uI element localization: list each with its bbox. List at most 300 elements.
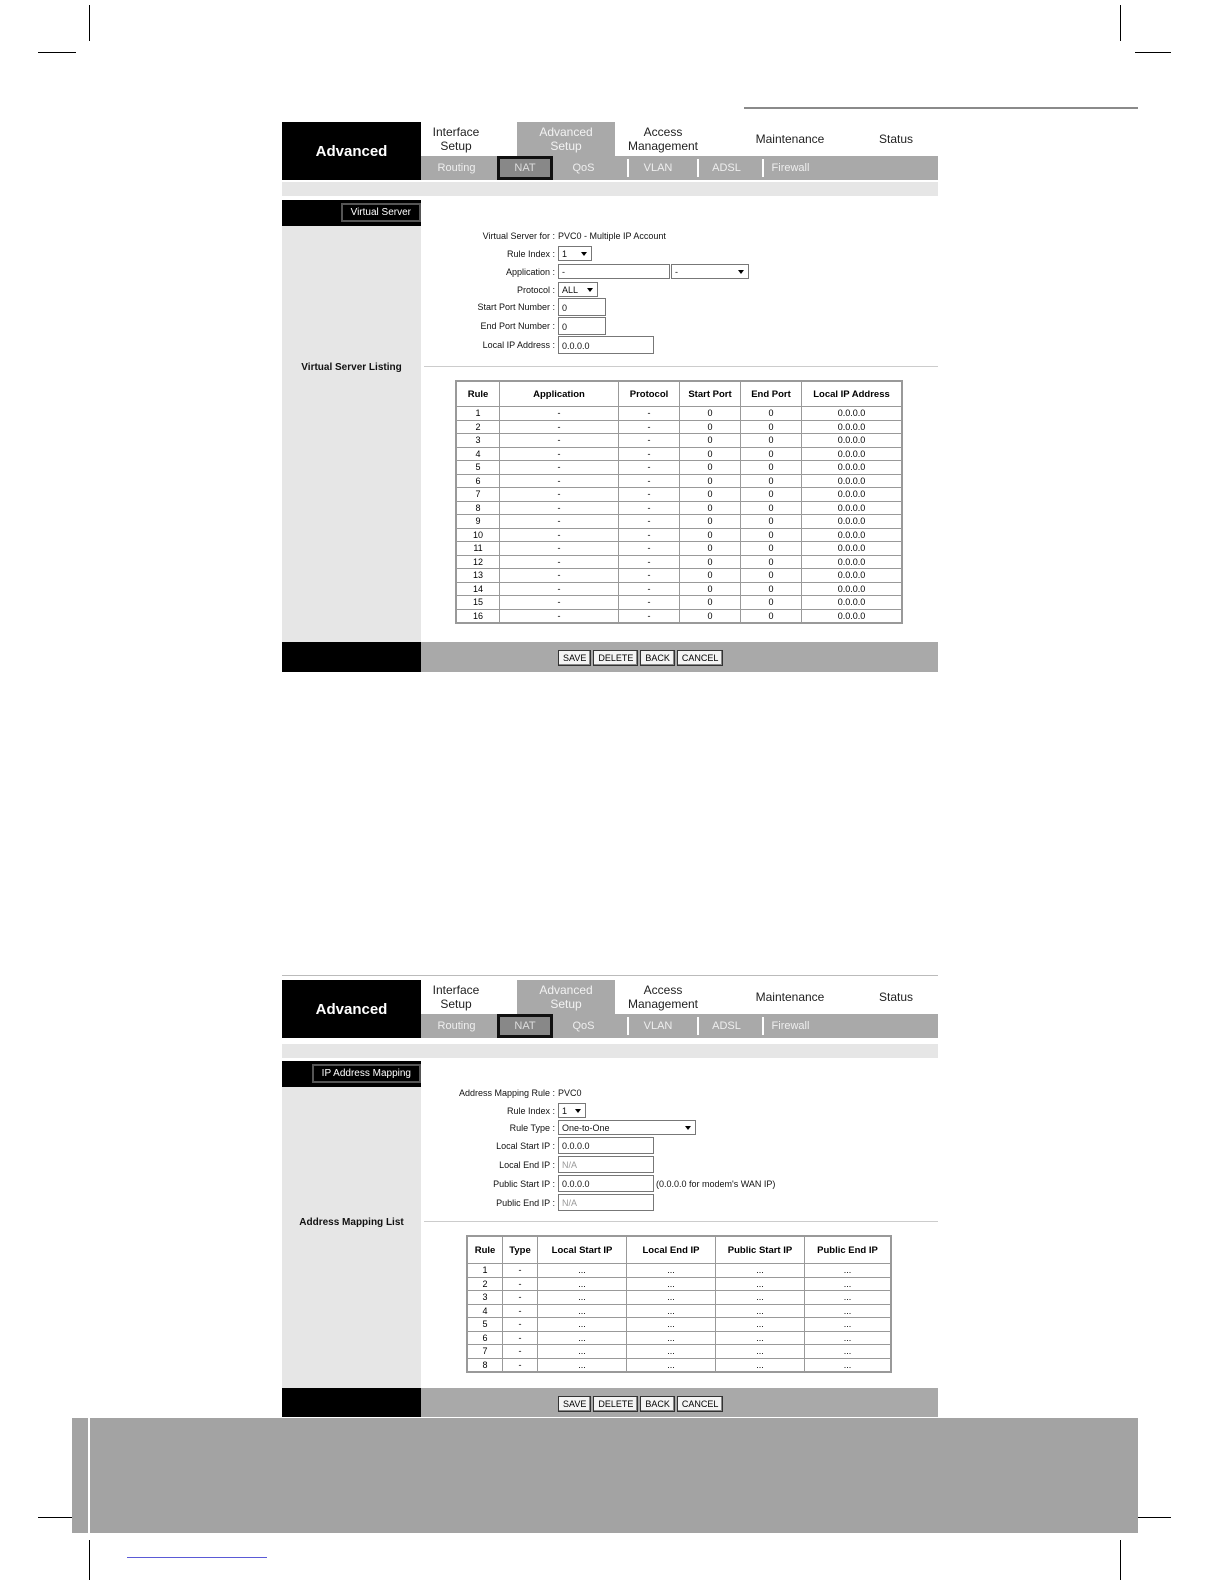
- save-button[interactable]: SAVE: [558, 1396, 591, 1412]
- tab-access-management[interactable]: Access Management: [627, 983, 699, 1011]
- subtab-nat[interactable]: NAT: [497, 156, 553, 180]
- rule-index-label: Rule Index :: [506, 1105, 555, 1116]
- table-cell: 0: [680, 434, 741, 448]
- table-cell: ...: [538, 1345, 627, 1359]
- col-header-end-port: End Port: [741, 381, 802, 407]
- subtab-adsl[interactable]: ADSL: [712, 162, 741, 174]
- content-area: [282, 200, 938, 646]
- form-header-value: PVC0 - Multiple IP Account: [558, 231, 666, 241]
- table-cell: -: [500, 434, 619, 448]
- footer-block: [282, 1388, 421, 1417]
- tab-separator: [627, 1017, 629, 1035]
- protocol-row: [432, 282, 598, 297]
- brand-label: Advanced: [282, 980, 421, 1038]
- table-header-row: [456, 381, 902, 407]
- section-tag: [282, 1061, 421, 1087]
- rule-index-row: [432, 246, 592, 261]
- table-row: [467, 1277, 891, 1291]
- delete-button[interactable]: DELETE: [593, 1396, 638, 1412]
- table-cell: 0: [680, 420, 741, 434]
- col-header-local-ip: Local IP Address: [802, 381, 903, 407]
- public-start-row: [432, 1175, 775, 1192]
- end-port-input[interactable]: 0: [558, 317, 606, 335]
- listing-label: Address Mapping List: [299, 1217, 404, 1228]
- table-cell: 10: [456, 528, 500, 542]
- col-header-type: Type: [503, 1236, 538, 1264]
- local-end-label: Local End IP :: [499, 1159, 555, 1170]
- col-header-rule: Rule: [456, 381, 500, 407]
- table-cell: ...: [805, 1277, 892, 1291]
- sub-nav: [421, 156, 938, 180]
- table-row: [456, 569, 902, 583]
- table-cell: -: [503, 1291, 538, 1305]
- button-group: [558, 650, 723, 666]
- table-row: [467, 1318, 891, 1332]
- table-cell: -: [500, 407, 619, 421]
- tab-advanced-setup[interactable]: Advanced Setup: [517, 122, 615, 156]
- table-cell: 7: [456, 488, 500, 502]
- spacer-bar: [282, 182, 938, 196]
- table-cell: -: [500, 461, 619, 475]
- brand-label: Advanced: [282, 122, 421, 180]
- table-row: [467, 1358, 891, 1372]
- table-cell: ...: [538, 1331, 627, 1345]
- col-header-local-end-ip: Local End IP: [627, 1236, 716, 1264]
- tab-interface-setup[interactable]: Interface Setup: [432, 983, 480, 1011]
- subtab-vlan[interactable]: VLAN: [643, 1020, 673, 1032]
- table-row: [456, 596, 902, 610]
- table-cell: 6: [456, 474, 500, 488]
- table-cell: ...: [716, 1358, 805, 1372]
- table-row: [456, 461, 902, 475]
- table-cell: ...: [716, 1277, 805, 1291]
- table-row: [456, 582, 902, 596]
- public-start-note: (0.0.0.0 for modem's WAN IP): [656, 1178, 776, 1189]
- table-cell: -: [619, 474, 680, 488]
- table-cell: ...: [716, 1331, 805, 1345]
- table-cell: ...: [627, 1358, 716, 1372]
- table-row: [456, 474, 902, 488]
- tab-access-management[interactable]: Access Management: [627, 125, 699, 153]
- table-cell: 0: [741, 461, 802, 475]
- table-cell: ...: [716, 1318, 805, 1332]
- table-cell: ...: [716, 1264, 805, 1278]
- table-row: [467, 1291, 891, 1305]
- address-mapping-table: [466, 1235, 892, 1373]
- local-start-row: [432, 1137, 654, 1154]
- table-row: [456, 420, 902, 434]
- table-cell: ...: [805, 1291, 892, 1305]
- table-row: [456, 528, 902, 542]
- table-cell: 0: [680, 407, 741, 421]
- table-row: [456, 434, 902, 448]
- table-cell: 6: [467, 1331, 503, 1345]
- start-port-input[interactable]: 0: [558, 298, 606, 316]
- rule-type-row: [432, 1120, 696, 1135]
- rule-index-label: Rule Index :: [506, 248, 555, 259]
- table-cell: 9: [456, 515, 500, 529]
- table-cell: -: [619, 488, 680, 502]
- tab-maintenance[interactable]: Maintenance: [755, 990, 825, 1004]
- rule-type-select[interactable]: One-to-One: [558, 1120, 696, 1135]
- section-divider: [424, 366, 938, 367]
- table-cell: 0: [741, 474, 802, 488]
- col-header-local-start-ip: Local Start IP: [538, 1236, 627, 1264]
- panel-top-rule: [282, 975, 938, 976]
- subtab-routing[interactable]: Routing: [437, 1020, 476, 1032]
- table-cell: 0.0.0.0: [802, 461, 903, 475]
- top-nav: [282, 122, 938, 180]
- header-rule: [744, 107, 1138, 109]
- local-ip-label: Local IP Address :: [482, 340, 555, 350]
- table-cell: 0: [680, 569, 741, 583]
- table-row: [456, 488, 902, 502]
- end-port-label: End Port Number :: [480, 321, 555, 331]
- table-cell: -: [503, 1331, 538, 1345]
- application-input[interactable]: -: [558, 264, 670, 279]
- tab-interface-setup[interactable]: Interface Setup: [432, 125, 480, 153]
- local-start-ip-input[interactable]: 0.0.0.0: [558, 1137, 654, 1154]
- table-cell: ...: [805, 1345, 892, 1359]
- footer-band-line: [88, 1418, 90, 1533]
- table-cell: -: [503, 1304, 538, 1318]
- table-cell: 0: [680, 609, 741, 623]
- table-cell: 0: [741, 555, 802, 569]
- table-row: [456, 447, 902, 461]
- table-cell: -: [619, 434, 680, 448]
- protocol-label: Protocol :: [516, 284, 555, 295]
- table-cell: 16: [456, 609, 500, 623]
- form-header-label: Virtual Server for :: [482, 231, 555, 241]
- table-cell: 0.0.0.0: [802, 488, 903, 502]
- table-cell: 0.0.0.0: [802, 515, 903, 529]
- table-cell: ...: [805, 1304, 892, 1318]
- table-row: [456, 407, 902, 421]
- table-cell: -: [619, 420, 680, 434]
- table-cell: -: [500, 569, 619, 583]
- table-cell: -: [500, 488, 619, 502]
- table-row: [467, 1264, 891, 1278]
- table-cell: 15: [456, 596, 500, 610]
- table-cell: ...: [627, 1264, 716, 1278]
- form-header-row: [432, 1088, 582, 1098]
- table-cell: -: [503, 1277, 538, 1291]
- section-title: Virtual Server: [341, 203, 421, 222]
- section-tag: [282, 200, 421, 226]
- table-cell: ...: [538, 1264, 627, 1278]
- table-cell: 0: [680, 461, 741, 475]
- public-start-ip-input[interactable]: 0.0.0.0: [558, 1175, 654, 1192]
- table-cell: 0: [741, 582, 802, 596]
- table-cell: -: [619, 528, 680, 542]
- table-cell: -: [619, 609, 680, 623]
- table-cell: ...: [627, 1291, 716, 1305]
- table-cell: ...: [716, 1345, 805, 1359]
- table-cell: ...: [805, 1331, 892, 1345]
- table-cell: 13: [456, 569, 500, 583]
- rule-type-label: Rule Type :: [509, 1122, 555, 1133]
- button-group: [558, 1396, 723, 1412]
- table-cell: -: [500, 501, 619, 515]
- table-cell: 0.0.0.0: [802, 420, 903, 434]
- tab-separator: [697, 159, 699, 177]
- local-end-row: [432, 1156, 654, 1173]
- subtab-qos[interactable]: QoS: [572, 1020, 595, 1032]
- table-row: [456, 542, 902, 556]
- table-cell: -: [500, 582, 619, 596]
- table-cell: 2: [456, 420, 500, 434]
- table-cell: ...: [716, 1291, 805, 1305]
- tab-separator: [762, 159, 764, 177]
- subtab-nat[interactable]: NAT: [497, 1014, 553, 1038]
- table-cell: 0: [741, 609, 802, 623]
- table-cell: 0: [741, 420, 802, 434]
- subtab-firewall[interactable]: Firewall: [771, 162, 810, 174]
- col-header-rule: Rule: [467, 1236, 503, 1264]
- table-cell: 0: [741, 488, 802, 502]
- table-cell: 0.0.0.0: [802, 447, 903, 461]
- back-button[interactable]: BACK: [640, 650, 675, 666]
- crop-mark: [89, 1540, 90, 1580]
- table-cell: -: [503, 1345, 538, 1359]
- table-cell: -: [619, 569, 680, 583]
- button-bar: [282, 642, 938, 672]
- table-cell: 7: [467, 1345, 503, 1359]
- table-cell: 0.0.0.0: [802, 407, 903, 421]
- delete-button[interactable]: DELETE: [593, 650, 638, 666]
- table-cell: 0.0.0.0: [802, 609, 903, 623]
- crop-mark: [1120, 5, 1121, 41]
- col-header-application: Application: [500, 381, 619, 407]
- public-end-row: [432, 1194, 654, 1211]
- virtual-server-panel: [282, 122, 938, 672]
- table-cell: ...: [538, 1304, 627, 1318]
- top-nav: [282, 980, 938, 1038]
- cancel-button[interactable]: CANCEL: [677, 1396, 724, 1412]
- table-cell: 11: [456, 542, 500, 556]
- table-row: [467, 1345, 891, 1359]
- section-divider: [424, 1221, 938, 1222]
- table-cell: 2: [467, 1277, 503, 1291]
- table-row: [467, 1331, 891, 1345]
- table-cell: -: [619, 461, 680, 475]
- table-cell: -: [500, 420, 619, 434]
- table-cell: -: [503, 1318, 538, 1332]
- local-end-ip-input[interactable]: N/A: [558, 1156, 654, 1173]
- table-cell: 0: [741, 596, 802, 610]
- table-row: [467, 1304, 891, 1318]
- table-cell: 1: [467, 1264, 503, 1278]
- subtab-vlan[interactable]: VLAN: [643, 162, 673, 174]
- col-header-public-end-ip: Public End IP: [805, 1236, 892, 1264]
- application-label: Application :: [505, 266, 555, 277]
- table-cell: ...: [716, 1304, 805, 1318]
- spacer-bar: [282, 1044, 938, 1058]
- table-cell: -: [619, 501, 680, 515]
- start-port-row: [432, 298, 606, 316]
- table-cell: 0: [741, 434, 802, 448]
- start-port-label: Start Port Number :: [477, 302, 555, 312]
- table-cell: 0: [741, 528, 802, 542]
- table-cell: 0: [741, 407, 802, 421]
- save-button[interactable]: SAVE: [558, 650, 591, 666]
- rule-index-select[interactable]: 1: [558, 246, 592, 261]
- table-cell: -: [500, 542, 619, 556]
- table-cell: -: [619, 596, 680, 610]
- table-cell: 0: [741, 542, 802, 556]
- col-header-protocol: Protocol: [619, 381, 680, 407]
- table-cell: ...: [627, 1331, 716, 1345]
- table-cell: 5: [456, 461, 500, 475]
- crop-mark: [38, 1517, 76, 1518]
- table-header-row: [467, 1236, 891, 1264]
- table-cell: 1: [456, 407, 500, 421]
- sub-nav: [421, 1014, 938, 1038]
- tab-maintenance[interactable]: Maintenance: [755, 132, 825, 146]
- virtual-server-table: [455, 380, 903, 624]
- tab-status[interactable]: Status: [878, 990, 914, 1004]
- table-cell: 0: [680, 528, 741, 542]
- table-cell: 0: [741, 447, 802, 461]
- table-cell: 0.0.0.0: [802, 596, 903, 610]
- table-cell: 0: [680, 447, 741, 461]
- form-header-row: [432, 231, 666, 241]
- form-header-value: PVC0: [558, 1088, 582, 1098]
- cancel-button[interactable]: CANCEL: [677, 650, 724, 666]
- table-cell: ...: [805, 1358, 892, 1372]
- table-cell: 0.0.0.0: [802, 528, 903, 542]
- table-cell: ...: [538, 1277, 627, 1291]
- crop-mark: [89, 5, 90, 41]
- table-cell: 0.0.0.0: [802, 555, 903, 569]
- table-cell: ...: [805, 1318, 892, 1332]
- table-cell: 12: [456, 555, 500, 569]
- subtab-adsl[interactable]: ADSL: [712, 1020, 741, 1032]
- local-ip-row: [432, 336, 654, 354]
- table-cell: -: [500, 528, 619, 542]
- section-title: IP Address Mapping: [312, 1064, 421, 1083]
- ip-address-mapping-panel: [282, 980, 938, 1417]
- subtab-firewall[interactable]: Firewall: [771, 1020, 810, 1032]
- footer-block: [282, 642, 421, 672]
- table-cell: 0: [741, 515, 802, 529]
- table-cell: -: [500, 609, 619, 623]
- table-cell: ...: [538, 1358, 627, 1372]
- table-cell: 4: [467, 1304, 503, 1318]
- application-select[interactable]: -: [671, 264, 749, 279]
- crop-mark: [1120, 1540, 1121, 1580]
- table-cell: 0: [680, 582, 741, 596]
- footer-band: [72, 1418, 1138, 1533]
- table-cell: -: [503, 1264, 538, 1278]
- tab-separator: [762, 1017, 764, 1035]
- tab-advanced-setup[interactable]: Advanced Setup: [517, 980, 615, 1014]
- protocol-select[interactable]: ALL: [558, 282, 598, 297]
- rule-index-select[interactable]: 1: [558, 1103, 586, 1118]
- table-cell: 8: [456, 501, 500, 515]
- table-cell: 0: [680, 501, 741, 515]
- left-column: [282, 200, 421, 646]
- crop-mark: [1135, 1517, 1171, 1518]
- footer-underline: [127, 1557, 267, 1558]
- local-ip-input[interactable]: 0.0.0.0: [558, 336, 654, 354]
- subtab-routing[interactable]: Routing: [437, 162, 476, 174]
- table-cell: 0: [680, 596, 741, 610]
- table-cell: 0: [680, 555, 741, 569]
- table-cell: 0.0.0.0: [802, 501, 903, 515]
- table-cell: 3: [467, 1291, 503, 1305]
- end-port-row: [432, 317, 606, 335]
- table-cell: -: [500, 555, 619, 569]
- table-row: [456, 501, 902, 515]
- tab-separator: [697, 1017, 699, 1035]
- table-cell: -: [619, 555, 680, 569]
- table-cell: 0: [680, 488, 741, 502]
- public-end-ip-input[interactable]: N/A: [558, 1194, 654, 1211]
- tab-separator: [627, 159, 629, 177]
- listing-label: Virtual Server Listing: [301, 362, 402, 373]
- content-area: [282, 1061, 938, 1389]
- table-cell: 0.0.0.0: [802, 434, 903, 448]
- table-cell: 0.0.0.0: [802, 474, 903, 488]
- table-cell: 0.0.0.0: [802, 582, 903, 596]
- table-cell: -: [619, 515, 680, 529]
- table-row: [456, 515, 902, 529]
- table-cell: 8: [467, 1358, 503, 1372]
- table-cell: 0: [741, 501, 802, 515]
- table-cell: 5: [467, 1318, 503, 1332]
- col-header-public-start-ip: Public Start IP: [716, 1236, 805, 1264]
- table-cell: 0: [680, 515, 741, 529]
- table-cell: -: [619, 447, 680, 461]
- table-cell: 4: [456, 447, 500, 461]
- public-end-label: Public End IP :: [496, 1197, 555, 1208]
- table-cell: -: [619, 582, 680, 596]
- back-button[interactable]: BACK: [640, 1396, 675, 1412]
- crop-mark: [38, 52, 76, 53]
- button-bar: [282, 1388, 938, 1417]
- table-cell: ...: [538, 1291, 627, 1305]
- table-cell: ...: [805, 1264, 892, 1278]
- table-cell: ...: [538, 1318, 627, 1332]
- table-cell: -: [619, 542, 680, 556]
- table-cell: ...: [627, 1277, 716, 1291]
- public-start-label: Public Start IP :: [493, 1178, 555, 1189]
- tab-status[interactable]: Status: [878, 132, 914, 146]
- table-cell: 0.0.0.0: [802, 542, 903, 556]
- rule-index-row: [432, 1103, 586, 1118]
- table-cell: -: [500, 596, 619, 610]
- application-row: [432, 264, 749, 279]
- col-header-start-port: Start Port: [680, 381, 741, 407]
- table-cell: ...: [627, 1345, 716, 1359]
- table-cell: ...: [627, 1304, 716, 1318]
- table-cell: 0.0.0.0: [802, 569, 903, 583]
- table-row: [456, 555, 902, 569]
- form-header-label: Address Mapping Rule :: [458, 1088, 555, 1098]
- table-cell: 0: [741, 569, 802, 583]
- crop-mark: [1135, 52, 1171, 53]
- table-cell: 3: [456, 434, 500, 448]
- table-cell: ...: [627, 1318, 716, 1332]
- subtab-qos[interactable]: QoS: [572, 162, 595, 174]
- table-cell: 0: [680, 542, 741, 556]
- table-row: [456, 609, 902, 623]
- table-cell: 14: [456, 582, 500, 596]
- table-cell: -: [619, 407, 680, 421]
- table-cell: -: [503, 1358, 538, 1372]
- table-cell: 0: [680, 474, 741, 488]
